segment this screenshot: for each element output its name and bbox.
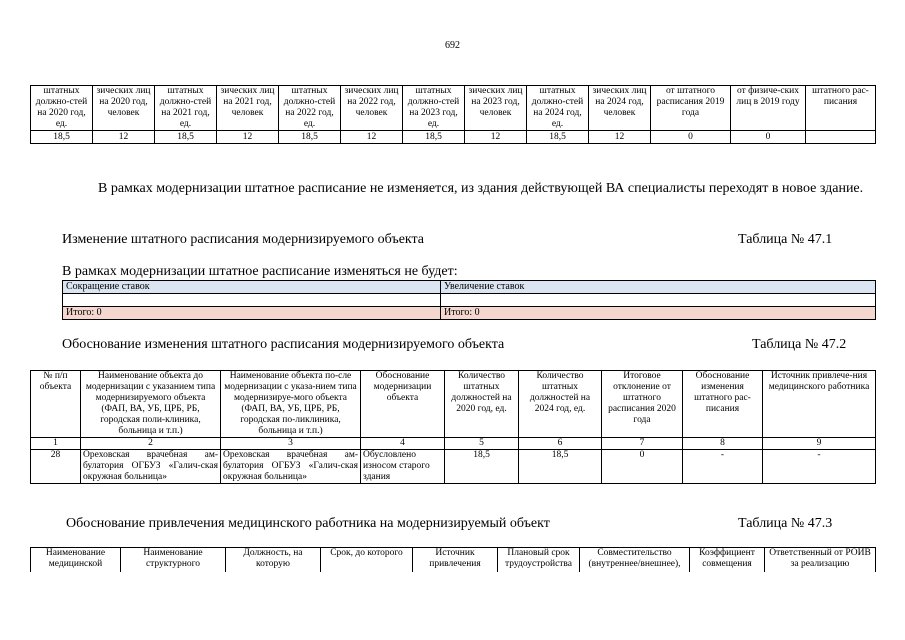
header-cell: Источник привлечения xyxy=(413,548,498,572)
column-number: 5 xyxy=(445,438,519,450)
positions-2024: 18,5 xyxy=(519,450,602,484)
header-cell: Совместительство (внутреннее/внешнее), xyxy=(580,548,690,572)
deviation: 0 xyxy=(602,450,683,484)
header-cell: зических лиц на 2020 год, человек xyxy=(93,86,155,131)
header-cell: Наименование медицинской xyxy=(31,548,121,572)
header-cell: Наименование объекта до модернизации с указанием типа модернизируемого объекта (ФАП, ВА, УБ, ЦРБ, РБ, городская поли-клиника, больница и т.п.) xyxy=(81,371,221,438)
empty-cell xyxy=(441,294,876,307)
header-cell: зических лиц на 2022 год, человек xyxy=(341,86,403,131)
column-number: 1 xyxy=(31,438,81,450)
header-cell: штатных должно-стей на 2023 год, ед. xyxy=(403,86,465,131)
header-cell: Обоснование изменения штатного рас-писания xyxy=(683,371,763,438)
empty-cell xyxy=(63,294,441,307)
value-cell: 12 xyxy=(93,131,155,144)
header-cell: Источник привлече-ния медицинского работника xyxy=(763,371,876,438)
table-47-2 xyxy=(30,370,876,484)
object-number: 28 xyxy=(31,450,81,484)
increase-total: Итого: 0 xyxy=(441,307,876,320)
column-number: 9 xyxy=(763,438,876,450)
header-cell: № п/п объекта xyxy=(31,371,81,438)
table-row xyxy=(31,450,876,484)
value-cell: 12 xyxy=(465,131,527,144)
value-cell: 12 xyxy=(217,131,279,144)
header-cell: штатных должно-стей на 2022 год, ед. xyxy=(279,86,341,131)
table-number-47-2: Таблица № 47.2 xyxy=(752,337,847,352)
table-47-3 xyxy=(30,547,876,572)
header-cell: штатного рас-писания xyxy=(806,86,876,131)
header-cell: Коэффициент совмещения xyxy=(690,548,765,572)
header-cell: зических лиц на 2024 год, человек xyxy=(589,86,651,131)
page-number: 692 xyxy=(445,40,460,51)
object-name-after: Ореховская врачебная ам-булатория ОГБУЗ «Галич-ская окружная больница» xyxy=(221,450,361,484)
header-cell: Наименование структурного xyxy=(121,548,226,572)
value-cell: 18,5 xyxy=(31,131,93,144)
increase-header: Увеличение ставок xyxy=(441,281,876,294)
column-number: 7 xyxy=(602,438,683,450)
worker-source: - xyxy=(763,450,876,484)
value-cell: 18,5 xyxy=(527,131,589,144)
staffing-table-continuation xyxy=(30,85,876,144)
header-cell: Должность, на которую xyxy=(226,548,321,572)
value-cell: 0 xyxy=(651,131,731,144)
header-cell: штатных должно-стей на 2024 год, ед. xyxy=(527,86,589,131)
header-cell: от штатного расписания 2019 года xyxy=(651,86,731,131)
modernization-reason: Обусловлено износом старого здания xyxy=(361,450,445,484)
header-cell: штатных должно-стей на 2020 год, ед. xyxy=(31,86,93,131)
caption-table-47-1: Изменение штатного расписания модернизируемого объекта xyxy=(62,232,425,247)
value-cell: 12 xyxy=(341,131,403,144)
header-cell: зических лиц на 2021 год, человек xyxy=(217,86,279,131)
header-cell: Плановый срок трудоустройства xyxy=(498,548,580,572)
column-number: 8 xyxy=(683,438,763,450)
caption-table-47-3: Обоснование привлечения медицинского работника на модернизируемый объект xyxy=(66,516,550,531)
column-numbers-row xyxy=(31,438,876,450)
value-cell: 18,5 xyxy=(155,131,217,144)
value-cell: 18,5 xyxy=(279,131,341,144)
table-header-row xyxy=(31,548,876,572)
header-cell: Ответственный от РОИВ за реализацию xyxy=(765,548,876,572)
table-header-row xyxy=(31,371,876,438)
table-header-row xyxy=(63,281,876,294)
caption-table-47-2: Обоснование изменения штатного расписания модернизируемого объекта xyxy=(62,337,505,352)
paragraph-staffing-unchanged: В рамках модернизации штатное расписание не изменяется, из здания действующей ВА специалисты переходят в новое здание. xyxy=(98,181,864,196)
column-number: 2 xyxy=(81,438,221,450)
header-cell: от физиче-ских лиц в 2019 году xyxy=(731,86,806,131)
paragraph-no-change: В рамках модернизации штатное расписание изменяться не будет: xyxy=(62,264,458,279)
value-cell: 18,5 xyxy=(403,131,465,144)
staff-change-table xyxy=(62,280,876,320)
value-cell: 0 xyxy=(731,131,806,144)
header-cell: Наименование объекта по-сле модернизации с указа-нием типа модернизируе-мого объекта (ФАП, ВА, УБ, ЦРБ, РБ, городская по-ликлиника, больница и т.п.) xyxy=(221,371,361,438)
header-cell: Обоснование модернизации объекта xyxy=(361,371,445,438)
table-row xyxy=(63,294,876,307)
table-header-row xyxy=(31,86,876,131)
header-cell: штатных должно-стей на 2021 год, ед. xyxy=(155,86,217,131)
positions-2020: 18,5 xyxy=(445,450,519,484)
reduction-header: Сокращение ставок xyxy=(63,281,441,294)
value-cell xyxy=(806,131,876,144)
table-number-47-1: Таблица № 47.1 xyxy=(738,232,833,247)
header-cell: Срок, до которого xyxy=(321,548,413,572)
column-number: 3 xyxy=(221,438,361,450)
header-cell: Итоговое отклонение от штатного расписания 2020 года xyxy=(602,371,683,438)
header-cell: Количество штатных должностей на 2020 год, ед. xyxy=(445,371,519,438)
totals-row xyxy=(63,307,876,320)
change-reason: - xyxy=(683,450,763,484)
table-row xyxy=(31,131,876,144)
reduction-total: Итого: 0 xyxy=(63,307,441,320)
column-number: 4 xyxy=(361,438,445,450)
column-number: 6 xyxy=(519,438,602,450)
table-number-47-3: Таблица № 47.3 xyxy=(738,516,833,531)
value-cell: 12 xyxy=(589,131,651,144)
header-cell: Количество штатных должностей на 2024 год, ед. xyxy=(519,371,602,438)
header-cell: зических лиц на 2023 год, человек xyxy=(465,86,527,131)
object-name-before: Ореховская врачебная ам-булатория ОГБУЗ «Галич-ская окружная больница» xyxy=(81,450,221,484)
